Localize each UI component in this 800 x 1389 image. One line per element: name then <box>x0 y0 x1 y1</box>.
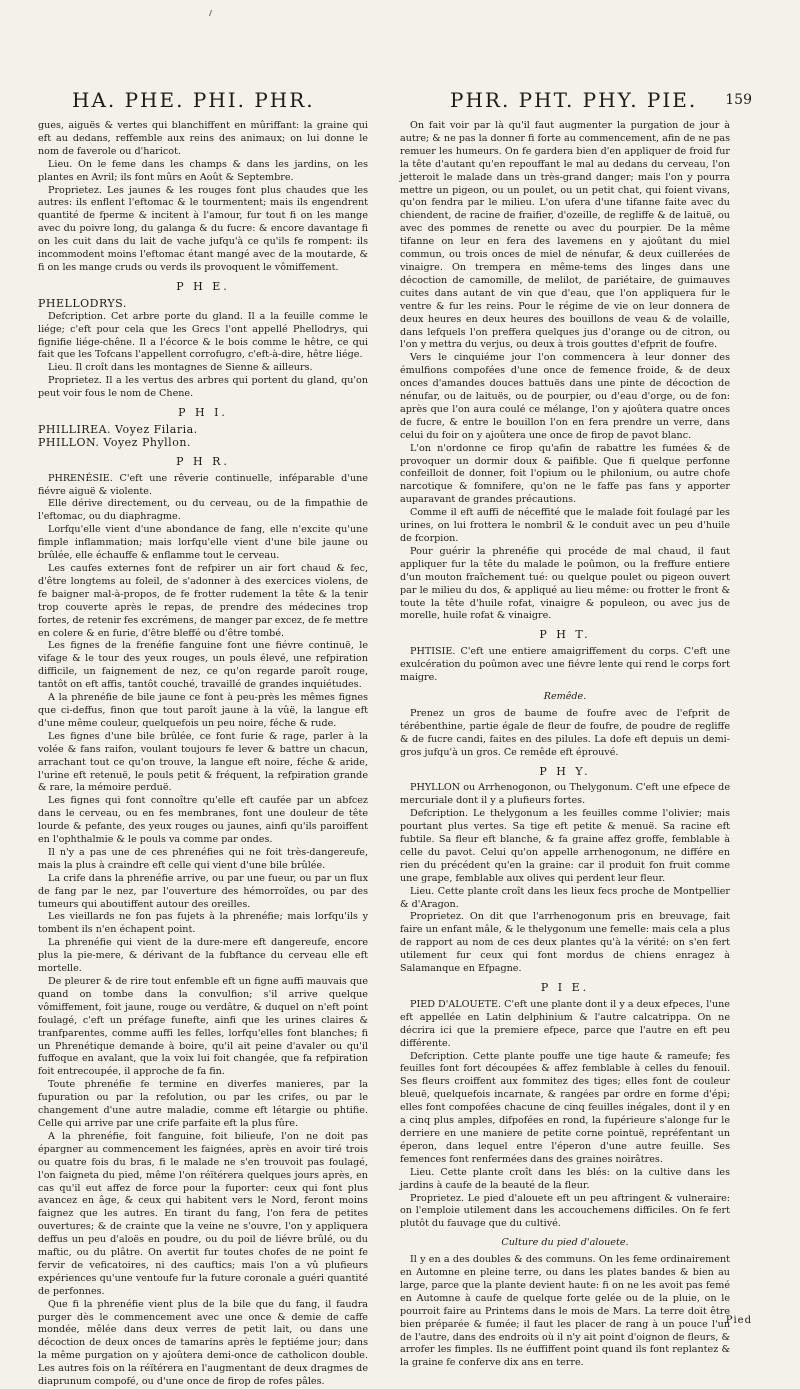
entry-heading: PHILLIREA. Voyez Filaria. <box>38 422 198 436</box>
paragraph: Defcription. Le thelygonum a les feuilles comme l'olivier; mais pourtant plus vertes. Sa tige eft petite & menuë. Sa racine eft fubtile. Sa fleur eft blanche, & fa graine affez groffe, femblable à celle du pavot. Celui qu'on appelle arrhenogonum, ne différe en rien du précédent qu'en la graine: car il produit fon fruit comme une grape, femblable aux olives qui perdent leur fleur. <box>400 808 730 884</box>
paragraph: A la phrenéfie, foit fanguine, foit bilieufe, l'on ne doit pas épargner au commencement les faignées, après en avoir tiré trois ou quatre fois du bras, fi le malade ne s'en trouvoit pas foulagé, l'on faigneta du pied, même l'on réïtérera quelques jours après, en cas qu'il eut affez de force pour la fuporter: ceux qui font plus avancez en âge, & ceux qui habitent vers le Nord, feront moins faignez que les autres. En tirant du fang, l'on fera de petites ouvertures; & de crainte que la veine ne s'ouvre, l'on y appliquera deffus un peu d'aloës en poudre, ou du poil de liévre brûlé, ou du maftic, ou du plâtre. On avertit fur toutes chofes de ne point fe fervir de veficatoires, ni des cauftics; mais l'on a vû plufieurs expériences qu'une ventoufe fur la future coronale a guéri quantité de perfonnes. <box>38 1130 368 1297</box>
paragraph: On fait voir par là qu'il faut augmenter la purgation de jour à autre; & ne pas la donner fi forte au commencement, afin de ne pas remuer les humeurs. On fe gardera bien d'en appliquer de froid fur la tête d'autant qu'en repouffant le mal au dedans du cerveau, l'on jetteroit le malade dans un très-grand danger; mais l'on y pourra mettre un pigeon, ou un poulet, ou un petit chat, qui foient vivans, qu'on fendra par le milieu. L'on ufera d'une tifanne faite avec du chiendent, de racine de fraifier, d'ozeille, de regliffe & de laituë, ou avec des pommes de renette ou avec du pourpier. De la même tifanne on leur en fera des lavemens en y ajoûtant du miel commun, ou trois onces de miel de nénufar, & deux cuillerées de vinaigre. On trempera en même-tems des linges dans une décoction de camomille, de melilot, de pariétaire, de guimauves cuites dans autant de vin que d'eau, que l'on appliquera fur le ventre & fur les reins. Pour le régime de vie on leur donnera de deux heures en deux heures des bouillons de veau & de volaille, dans lefquels l'on preffera quelques jus d'orange ou de citron, ou l'on y mettra du verjus, ou deux à trois gouttes d'efprit de foufre. <box>400 120 731 351</box>
paragraph: Comme il eft auffi de néceffité que le malade foit foulagé par les urines, on lui frottera le nombril & le conduit avec un peu d'huile de fcorpion. <box>400 507 730 544</box>
entry-heading: PHILLON. Voyez Phyllon. <box>38 435 191 449</box>
running-head-left: HA. PHE. PHI. PHR. <box>72 88 315 112</box>
subheading: Remêde. <box>543 690 587 702</box>
paragraph: Lieu. Cette plante croît dans les lieux fecs proche de Montpellier & d'Aragon. <box>400 885 730 910</box>
paragraph: Defcription. Cette plante pouffe une tige haute & rameufe; fes feuilles font fort découpées & affez femblable à celles du fenouil. Ses fleurs croiffent aux fommitez des tiges; elles font de couleur bleuë, quelquefois incarnate, & rangées par ordre en forme d'épi; elles font compofées chacune de cinq feuilles inégales, dont il y en a cinq plus amples, difpofées en rond, la fupérieure s'alonge fur le derriere en une maniere de petite corne pointuë, repréfentant un éperon, dans lequel entre l'éperon d'une autre feuille. Ses femences font renfermées dans des graines noirâtres. <box>400 1050 730 1165</box>
paragraph: Proprietez. Les jaunes & les rouges font plus chaudes que les autres: ils enflent l'eftomac & le tourmentent; mais ils engendrent quantité de fperme & incitent à l'amour, fur tout fi on les mange avec du poivre long, du galanga & du fucre: & encore davantage fi on les cuit dans du lait de vache jufqu'à ce qu'ils fe rompent: ils incommodent moins l'eftomac étant mangé avec de la moutarde, & fi on les mange cruds ou verds ils provoquent le vômiffement. <box>38 184 368 273</box>
paragraph: Lorfqu'elle vient d'une abondance de fang, elle n'excite qu'une fimple inflammation; mais lorfqu'elle vient d'une bile jaune ou brûlée, elle échauffe & enflamme tout le cerveau. <box>38 524 368 562</box>
section-heading: P H R. <box>176 454 230 468</box>
section-heading: P H Y. <box>539 764 591 778</box>
paragraph: La crife dans la phrenéfie arrive, ou par une fueur, ou par un flux de fang par le nez, par l'ouverture des hémorroïdes, ou par des tumeurs qui aboutiffent autour des oreilles. <box>38 872 368 910</box>
paragraph: Il n'y a pas une de ces phrenéfies qui ne foit très-dangereufe, mais la plus à craindre eft celle qui vient d'une bile brûlée. <box>38 846 368 871</box>
paragraph: PHYLLON ou Arrhenogonon, ou Thelygonum. C'eft une efpece de mercuriale dont il y a plufieurs fortes. <box>400 782 730 807</box>
subheading: Culture du pied d'alouete. <box>501 1237 629 1249</box>
paragraph: Defcription. Cet arbre porte du gland. Il a la feuille comme le liége; c'eft pour cela que les Grecs l'ont appellé Phellodrys, qui fignifie liége-chêne. Il a l'écorce & le bois comme le hêtre, ce qui fait que les Tofcans l'appellent corrofugro, c'eft-à-dire, hêtre liége. <box>38 310 368 361</box>
paragraph: gues, aiguës & vertes qui blanchiffent en mûriffant: la graine qui eft au dedans, reffemble aux reins des animaux; on lui donne le nom de faverole ou d'haricot. <box>38 120 368 157</box>
paragraph: Prenez un gros de baume de foufre avec de l'efprit de térébenthine, partie égale de fleur de foufre, de poudre de regliffe & de fucre candi, faites en des pilules. La dofe eft depuis un demi-gros jufqu'à un gros. Ce remêde eft éprouvé. <box>400 707 730 758</box>
paragraph: Proprietez. On dit que l'arrhenogonum pris en breuvage, fait faire un enfant mâle, & le thelygonum une femelle: mais cela a plus de rapport au nom de ces deux plantes qu'à la vérité: on s'en fert utilement fur ceux qui font mordus de chiens enragez à Salamanque en Efpagne. <box>400 911 730 975</box>
paragraph: L'on n'ordonne ce firop qu'afin de rabattre les fumées & de provoquer un dormir doux & paifible. Que fi quelque perfonne confeilloit de donner, foit l'opium ou le philonium, ou autre chofe narcotique & fomnifere, qu'on ne le faffe pas fans y apporter auparavant de grandes précautions. <box>400 442 730 506</box>
paragraph: De pleurer & de rire tout enfemble eft un figne auffi mauvais que quand on tombe dans la convulfion; s'il arrive quelque vômiffement, foit jaune, rouge ou verdâtre, & duquel on n'eft point foulagé, c'eft un préfage funefte, ainfi que les urines claires & tranfparentes, comme auffi les felles, lorfqu'elles font blanches; fi un Phrenétique demande à boire, qu'il ait peine d'avaler ou qu'il fuffoque en avalant, que la voix lui foit changée, que fa refpiration foit entrecoupée, il approche de fa fin. <box>38 976 368 1078</box>
paragraph: Lieu. Cette plante croît dans les blés: on la cultive dans les jardins à caufe de la beauté de la fleur. <box>400 1166 730 1191</box>
paragraph: PHTISIE. C'eft une entiere amaigriffement du corps. C'eft une exulcération du poûmon avec une fiévre lente qui rend le corps fort maigre. <box>400 646 730 684</box>
stray-mark <box>209 10 222 16</box>
right-column <box>400 120 731 1369</box>
paragraph: Il y en a des doubles & des communs. On les feme ordinairement en Automne en pleine terre, ou dans les plates bandes & bien au large, parce que la plante devient haute: fi on ne les avoit pas femé en Automne à caufe de quelque forte gelée ou de la pluie, on le pourroit faire au Printems dans le mois de Mars. La terre doit être bien préparée & fumée; il faut les placer de rang à un pouce l'un de l'autre, dans des endroits où il n'y ait point d'oignon de fleurs, & arrofer les fimples. Ils ne éuffiffent point quand ils font replantez & la graine fe conferve dix ans en terre. <box>400 1254 730 1369</box>
section-heading: P H E. <box>176 279 230 293</box>
section-heading: P I E. <box>540 981 590 994</box>
paragraph: Que fi la phrenéfie vient plus de la bile que du fang, il faudra purger dès le commencement avec une once & demie de caffe mondée, mêlée dans deux verres de petit lait, ou dans une décoction de deux onces de tamarins après le feptiéme jour; dans la même purgation on y ajoûtera demi-once de catholicon double. Les autres fois on la réïtérera en l'augmentant de deux dragmes de diaprunum compofé, ou d'une once de firop de rofes pâles. <box>38 1298 368 1388</box>
paragraph: A la phrenéfie de bile jaune ce font à peu-près les mêmes fignes que ci-deffus, finon que tout paroît jaune à la vûë, la langue eft d'une même couleur, quelquefois un peu noire, féche & rude. <box>38 692 368 729</box>
section-heading: P H I. <box>178 406 228 420</box>
paragraph: Vers le cinquiéme jour l'on commencera à leur donner des émulfions compofées d'une once de femence froide, & de deux onces d'amandes douces battuës dans une pinte de décoction de nénufar, ou de laituës, ou de pourpier, ou d'eau d'orge, ou de fon: après que l'on aura coulé ce mélange, l'on y ajoûtera quatre onces de fucre, & entre le bouillon l'on en fera prendre un verre, dans celui du foir on y ajoûtera une once de firop de pavot blanc. <box>400 352 730 441</box>
paragraph: Pour guérir la phrenéfie qui procéde de mal chaud, il faut appliquer fur la tête du malade le poûmon, ou la freffure entiere d'un mouton fraîchement tué: ou quelque poulet ou pigeon ouvert par le milieu du dos, & appliqué au lieu même: ou frotter le front & toute la tête d'huile rofat, vinaigre & populeon, ou avec jus de morelle, huile rofat & vinaigre. <box>400 545 730 622</box>
entry-heading: PHELLODRYS. <box>38 296 127 310</box>
paragraph: Lieu. On le feme dans les champs & dans les jardins, on les plantes en Avril; ils font mûrs en Août & Septembre. <box>38 158 368 183</box>
paragraph: Les fignes de la frenéfie fanguine font une fiévre continuë, le vifage & le tour des yeux rouges, un pouls élevé, une refpiration difficile, un faignement de nez, ce qu'on regarde paroît rouge, tantôt on eft affis, tantôt couché, travaillé de grandes inquiétudes. <box>38 640 368 691</box>
running-head <box>48 88 752 118</box>
running-head-right: PHR. PHT. PHY. PIE. <box>450 88 698 112</box>
paragraph: Lieu. Il croît dans les montagnes de Sienne & ailleurs. <box>48 362 313 374</box>
section-heading: P H T. <box>539 628 591 642</box>
paragraph: Les vieillards ne fon pas fujets à la phrenéfie; mais lorfqu'ils y tombent ils n'en échapent point. <box>38 911 368 936</box>
paragraph: PHRENÉSIE. C'eft une rêverie continuelle, inféparable d'une fiévre aiguë & violente. <box>38 472 368 497</box>
paragraph: La phrenéfie qui vient de la dure-mere eft dangereufe, encore plus la pie-mere, & dérivant de la fubftance du cerveau elle eft mortelle. <box>38 937 368 975</box>
paragraph: Les fignes qui font connoître qu'elle eft caufée par un abfcez dans le cerveau, ou en fes membranes, font une douleur de tête lourde & pefante, des yeux rouges ou jaunes, ainfi qu'ils paroiffent en l'ophthalmie & le pouls va comme par ondes. <box>38 795 368 846</box>
paragraph: Elle dérive directement, ou du cerveau, ou de la fimpathie de l'eftomac, ou du diaphragme. <box>38 498 368 523</box>
paragraph: Les caufes externes font de refpirer un air fort chaud & fec, d'être longtems au foleil, de s'adonner à des exercices violens, de fe baigner mal-à-propos, de fe frotter rudement la tête & la tenir trop couverte après le repas, de prendre des médecines trop fortes, de retenir fes excrémens, de manger par excez, de fe mettre en colere & en furie, d'être bleffé ou d'être tombé. <box>38 563 368 639</box>
paragraph: PIED D'ALOUETE. C'eft une plante dont il y a deux efpeces, l'une eft appellée en Latin delphinium & l'autre calcatrippa. On ne décrira ici que la premiere efpece, parce que l'autre en eft peu différente. <box>400 998 730 1049</box>
catchword: Pied <box>725 1315 752 1326</box>
paragraph: Proprietez. Il a les vertus des arbres qui portent du gland, qu'on peut voir fous le nom de Chene. <box>38 375 368 400</box>
page-number: 159 <box>725 92 752 108</box>
left-column <box>38 120 368 1388</box>
paragraph: Les fignes d'une bile brûlée, ce font furie & rage, parler à la volée & fans raifon, voulant toujours fe lever & battre un chacun, arrachant tout ce qu'on trouve, la langue eft noire, féche & aride, l'urine eft retenuë, le pouls petit & fréquent, la refpiration grande & rare, la mémoire perduë. <box>38 730 368 794</box>
paragraph: Toute phrenéfie fe termine en diverfes manieres, par la fupuration ou par la refolution, ou par les crifes, ou par le changement d'une autre maladie, comme eft létargie ou phtifie. Celle qui arrive par une crife parfaite eft la plus fûre. <box>38 1079 368 1129</box>
paragraph: Proprietez. Le pied d'alouete eft un peu aftringent & vulneraire: on l'emploie utilement dans les accouchemens difficiles. On fe fert plutôt du fauvage que du cultivé. <box>400 1192 730 1230</box>
